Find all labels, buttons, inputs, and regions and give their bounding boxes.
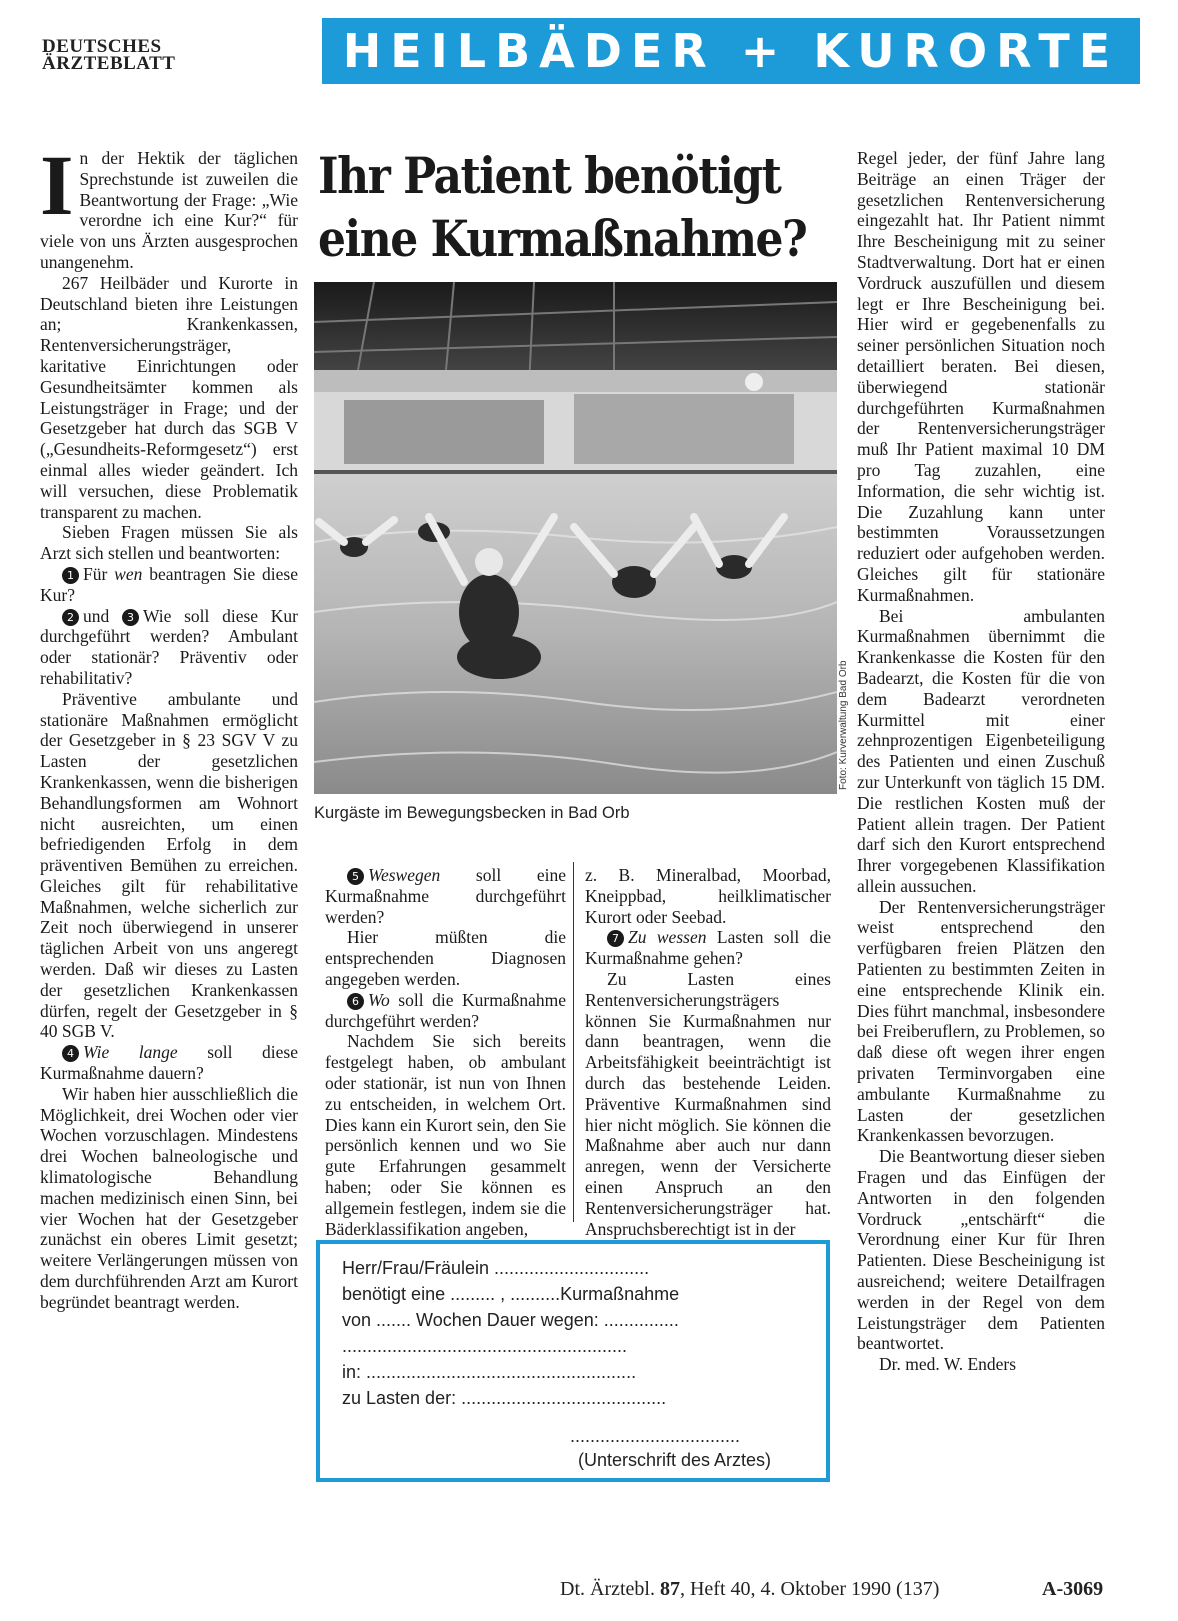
form-line-location: in: ...................................................... — [342, 1362, 637, 1382]
col4-p4: Die Beantwortung dieser sieben Fragen und das Einfügen der Antworten in den folgenden Vordruck „entschärft“ die Verordnung einer Kur für Ihren Patienten. Diese Bescheinigung ist ausreichend; weitere Detailfragen werden in der Regel von dem Leistungsträger dem Patienten beantwortet. — [857, 1146, 1105, 1354]
col1-p3: Sieben Fragen müssen Sie als Arzt sich stellen und beantworten: — [40, 522, 298, 564]
prescription-form — [316, 1240, 830, 1482]
question-1: 1 Für wen beantragen Sie diese Kur? — [40, 563, 299, 605]
form-signature-line: .................................. — [570, 1426, 741, 1446]
number-badge-1: 1 — [62, 567, 79, 584]
form-line-treatment: benötigt eine ......... , ..........Kurmaßnahme — [342, 1284, 680, 1304]
question-5: 5 Weswegen soll eine Kurmaßnahme durchgeführt werden? — [325, 865, 566, 927]
number-badge-7: 7 — [607, 930, 624, 947]
question-2-3: 2 und 3 Wie soll diese Kur durchgeführt werden? Ambulant oder stationär? Präventiv oder rehabilitativ? — [40, 605, 299, 688]
col3-p2: Zu Lasten eines Rentenversicherungsträgers können Sie Kurmaßnahmen nur dann beantragen, wenn die Arbeitsfähigkeit beeinträchtigt ist durch das bestehende Leiden. Präventive Kurmaßnahmen sind hier nicht möglich. Sie können die Maßnahme aber auch nur dann anregen, wenn der Versicherte einen Anspruch an den Rentenversicherungsträger hat. Anspruchsberechtigt ist in der — [585, 968, 831, 1239]
col2-p2: Nachdem Sie sich bereits festgelegt haben, ob ambulant oder stationär, ist nun von Ihnen zu entscheiden, in welchem Ort. Dies kann ein Kurort sein, den Sie persönlich kennen und wo Sie gute Erfahrungen gesammelt haben; oder Sie können es allgemein festlegen, indem sie die Bäderklassifikation angeben, — [325, 1031, 566, 1239]
column-4 — [857, 148, 1105, 1375]
dropcap: I — [40, 137, 74, 233]
form-signature-label: (Unterschrift des Arztes) — [578, 1450, 772, 1470]
column-3 — [585, 865, 831, 1239]
col2-p1: Hier müßten die entsprechenden Diagnosen angegeben werden. — [325, 927, 566, 989]
col4-p3: Der Rentenversicherungsträger weist entsprechend den verfügbaren freien Plätzen den Patienten zu bestimmten Zeiten in eine entsprechende Klinik ein. Dies führt manchmal, insbesondere bei Freiberuflern, zu Problemen, so daß diese oft wegen ihrer engen privaten Terminvorgaben eine ambulante Kurmaßnahme zu Lasten der gesetzlichen Krankenkassen bevorzugen. — [857, 896, 1105, 1146]
form-line-duration: von ....... Wochen Dauer wegen: ............... — [342, 1310, 679, 1330]
column-divider — [573, 862, 574, 1222]
author-byline: Dr. med. W. Enders — [879, 1354, 1017, 1375]
headline: Ihr Patient benötigt eine Kurmaßnahme? — [318, 148, 807, 269]
col1-p5: Wir haben hier ausschließlich die Möglichkeit, drei Wochen oder vier Wochen vorzuschlagen. Mindestens drei Wochen balneologische und klimatologische Behandlung machen medizinisch einen Sinn, bei vier Wochen hat der Gesetzgeber zunächst ein oberes Limit gesetzt; weitere Verlängerungen müssen von dem durchführenden Arzt am Kurort begründet beantragt werden. — [40, 1083, 298, 1312]
col4-p2: Bei ambulanten Kurmaßnahmen übernimmt die Krankenkasse die Kosten für den Badearzt, die Kosten für die von dem Badearzt verordneten Kurmittel mit einer zehnprozentigen Eigenbeteiligung des Patienten und einen Zuschuß zur Unterkunft von täglich 15 DM. Die restlichen Kosten muß der Patient allein tragen. Der Patient darf sich den Kurort entsprechend Ihrer vorgegebenen Klassifikation allein aussuchen. — [857, 605, 1105, 896]
number-badge-4: 4 — [62, 1045, 79, 1062]
form-line-reason: ......................................................... — [342, 1336, 628, 1356]
question-6: 6 Wo soll die Kurmaßnahme durchgeführt werden? — [325, 989, 566, 1031]
number-badge-3: 3 — [122, 609, 139, 626]
masthead-line1: DEUTSCHES — [42, 36, 162, 57]
form-line-payer: zu Lasten der: ......................................... — [342, 1388, 667, 1408]
col1-p4: Präventive ambulante und stationäre Maßnahmen ermöglicht der Gesetzgeber in § 23 SGV V zu Lasten der gesetzlichen Krankenkassen, wenn die bisherigen Behandlungsformen am Wohnort nicht ausreichten, um einen befriedigenden Erfolg in dem präventiven Bemühen zu erreichen. Gleiches gilt für rehabilitative Maßnahmen, welche sicherlich zur Zeit noch überwiegend in unserer täglichen Arbeit von uns angeregt werden. Daß wir dieses zu Lasten der gesetzlichen Krankenkassen dürfen, regelt der Gesetzgeber in § 40 SGB V. — [40, 688, 298, 1042]
photo-credit: Foto: Kurverwaltung Bad Orb — [838, 660, 849, 790]
form-line-name: Herr/Frau/Fräulein ............................... — [342, 1258, 650, 1278]
number-badge-5: 5 — [347, 868, 364, 885]
col1-p2: 267 Heilbäder und Kurorte in Deutschland bieten ihre Leistungen an; Krankenkassen, Rentenversicherungsträger, karitative Einrichtungen oder Gesundheitsämter kommen als Leistungsträger in Frage; und der Gesetzgeber hat durch das SGB V („Gesundheits-Reformgesetz“) erst einmal alles wieder geändert. Ich will versuchen, diese Problematik transparent zu machen. — [40, 272, 298, 522]
col3-p1: z. B. Mineralbad, Moorbad, Kneippbad, heilklimatischer Kurort oder Seebad. — [585, 865, 831, 927]
footer-citation: Dt. Ärztebl. 87, Heft 40, 4. Oktober 1990 (137) A-3069 — [560, 1578, 1104, 1600]
intro-paragraph — [40, 137, 298, 273]
page-number: A-3069 — [1042, 1578, 1104, 1600]
pool-photo — [314, 282, 837, 794]
photo-caption: Kurgäste im Bewegungsbecken in Bad Orb — [314, 804, 630, 822]
col4-p1: Regel jeder, der fünf Jahre lang Beiträge an einen Träger der gesetzlichen Rentenversicherung eingezahlt hat. Ihr Patient nimmt Ihre Bescheinigung mit zu seiner Stadtverwaltung. Dort hat er einen Vordruck auszufüllen und diesem legt er Ihre Bescheinigung bei. Hier wird er gegebenenfalls zu seiner persönlichen Situation noch detailliert beraten. Bei diesen, überwiegend stationär durchgeführten Kurmaßnahmen der Rentenversicherungsträger muß Ihr Patient maximal 10 DM pro Tag zuzahlen, eine Information, die sehr wichtig ist. Die Zuzahlung kann unter bestimmten Voraussetzungen reduziert oder aufgehoben werden. Gleiches gilt für stationäre Kurmaßnahmen. — [857, 148, 1105, 605]
section-banner: HEILBÄDER + KURORTE — [322, 18, 1140, 84]
question-4: 4 Wie lange soll diese Kurmaßnahme dauern? — [40, 1042, 298, 1084]
col1-p1: n der Hektik der täglichen Sprechstunde ist zuweilen die Beantwortung der Frage: „Wie verordne ich eine Kur?“ für viele von uns Ärzten ausgesprochen unangenehm. — [40, 148, 298, 272]
pool-photo-image — [314, 282, 837, 794]
masthead-line2: ÄRZTEBLATT — [42, 53, 176, 74]
column-1 — [40, 137, 299, 1313]
question-7: 7 Zu wessen Lasten soll die Kurmaßnahme gehen? — [585, 927, 831, 969]
masthead — [42, 38, 175, 72]
number-badge-6: 6 — [347, 993, 364, 1010]
column-2 — [325, 865, 566, 1239]
number-badge-2: 2 — [62, 609, 79, 626]
